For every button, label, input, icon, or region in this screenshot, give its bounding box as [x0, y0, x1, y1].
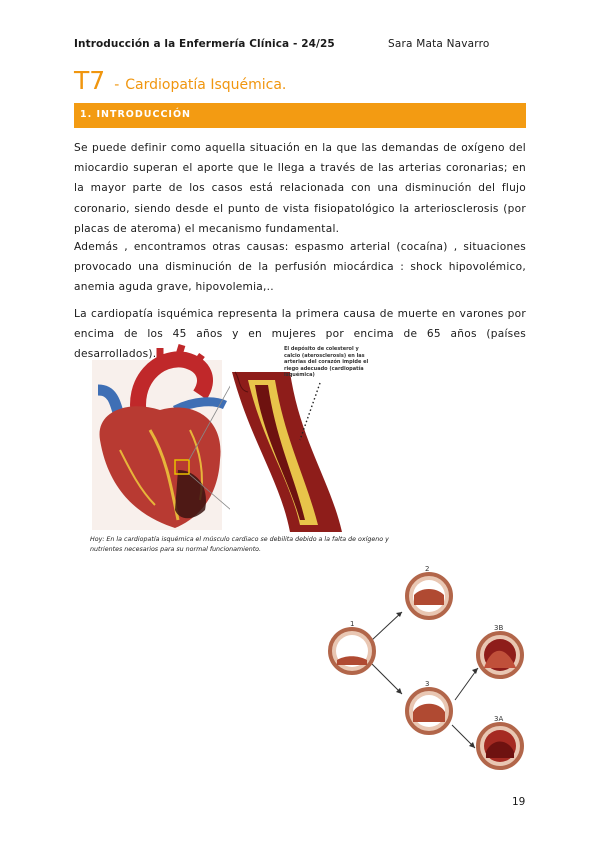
diagram-label-1: 1: [350, 620, 355, 628]
figure-caption: Hoy: En la cardiopatía isquémica el músculo cardiaco se debilita debido a la falta de oxígeno y nutrientes necesarios para su normal funcionamiento.: [90, 536, 389, 553]
diagram-label-3b: 3B: [494, 624, 504, 632]
artery-label: El depósito de colesterol y calcio (aterosclerosis) en las arterias del corazón impide el riego adecuado (cardiopatía isquémica): [284, 346, 369, 379]
title-code: T7: [74, 66, 106, 95]
diagram-label-2: 2: [425, 565, 430, 573]
plaque-progression-diagram: [330, 574, 522, 768]
paragraph-definition: Se puede definir como aquella situación en la que las demandas de oxígeno del miocardio superan el aporte que le llega a través de las arterias coronarias; en la mayor parte de los casos está relacionada con una disminución del flujo coronario, siendo desde el punto de vista fisiopatológico la arteriosclerosis (por placas de ateroma) el mecanismo fundamental.: [74, 142, 526, 235]
title-name: Cardiopatía Isquémica.: [125, 77, 287, 93]
title-dash: -: [114, 77, 120, 93]
section-heading: 1. INTRODUCCIÓN: [80, 109, 191, 120]
diagram-label-3: 3: [425, 680, 430, 688]
paragraph-mortality: La cardiopatía isquémica representa la primera causa de muerte en varones por encima de los 45 años y en mujeres por encima de 65 años (países desarrollados).: [74, 308, 526, 361]
header-course: Introducción a la Enfermería Clínica - 24/25: [74, 38, 335, 50]
page-number: 19: [512, 796, 526, 808]
diagram-label-3a: 3A: [494, 715, 504, 723]
heart-illustration: [92, 345, 225, 530]
header-author: Sara Mata Navarro: [388, 38, 490, 50]
paragraph-other-causes: Además , encontramos otras causas: espasmo arterial (cocaína) , situaciones provocado una disminución de la perfusión miocárdica : shock hipovolémico, anemia aguda grave, hipovolemia,..: [74, 241, 526, 294]
artery-illustration: [230, 372, 342, 532]
